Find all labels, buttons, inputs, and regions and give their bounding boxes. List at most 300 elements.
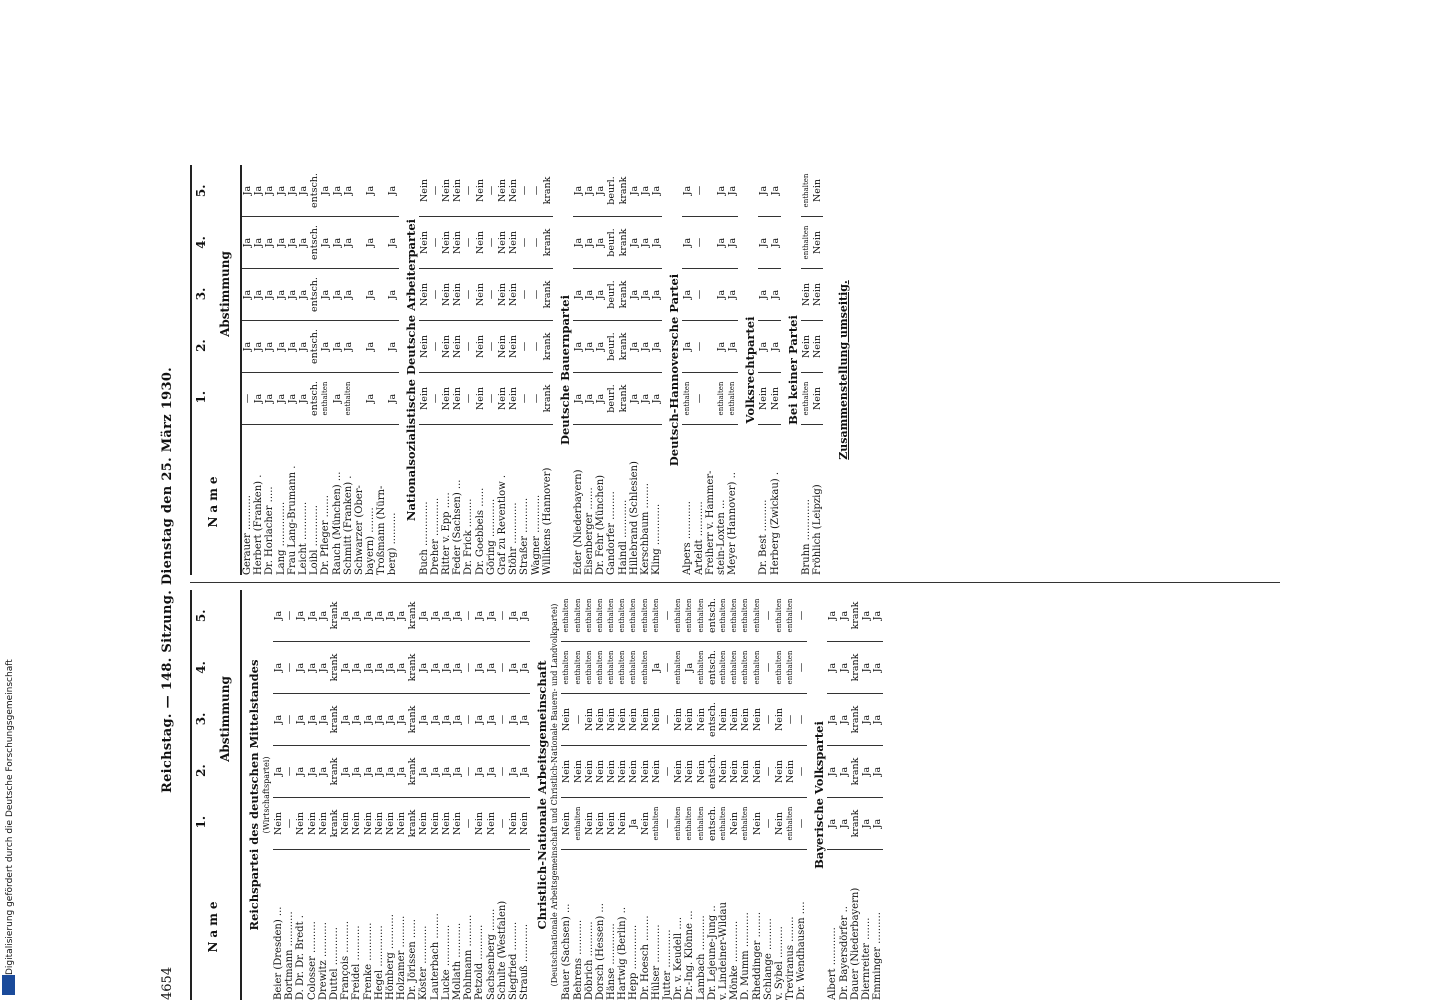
vote-cell: enthalten xyxy=(561,590,572,642)
member-name: Kerschbaum ........ xyxy=(640,483,651,575)
vote-cell: Ja xyxy=(287,217,298,269)
table-row xyxy=(573,590,584,1000)
vote-cell: Nein xyxy=(363,798,374,850)
member-name: Arteldt ........... xyxy=(693,501,705,575)
vote-cell: Ja xyxy=(629,321,640,373)
vote-cell: Nein xyxy=(452,798,463,850)
vote-cell: Nein xyxy=(812,165,823,217)
vote-cell: krank xyxy=(329,694,340,746)
member-name: Schmitt (Franken) . xyxy=(342,475,354,575)
vote-cell: Nein xyxy=(617,798,628,850)
member-name: Bruhn ............. xyxy=(800,499,812,575)
member-name: Dr. Horlacher ..... xyxy=(264,486,276,575)
vote-cell: Ja xyxy=(287,165,298,217)
vote-cell: Ja xyxy=(396,590,407,642)
table-row xyxy=(718,590,729,1000)
member-name: Fröhlich (Leipzig) xyxy=(811,484,823,575)
vote-cell: Ja xyxy=(640,321,651,373)
table-header xyxy=(190,590,242,1000)
vote-cell: — xyxy=(519,373,530,425)
table-row xyxy=(396,590,407,1000)
vote-cell: Nein xyxy=(374,798,385,850)
vote-cell: Nein xyxy=(696,694,707,746)
vote-cell xyxy=(376,217,387,269)
table-row xyxy=(365,165,376,575)
vote-cell: Nein xyxy=(740,746,751,798)
vote-cell: Ja xyxy=(365,217,376,269)
vote-number: 1. xyxy=(194,815,208,829)
vote-cell: krank xyxy=(329,642,340,694)
vote-cell: Nein xyxy=(475,165,486,217)
vote-cell: entsch. xyxy=(309,165,320,217)
table-row xyxy=(872,590,883,1000)
member-name: Petzold ........... xyxy=(474,924,486,1000)
vote-cell: Nein xyxy=(452,269,463,321)
vote-cell: Ja xyxy=(253,165,264,217)
table-row xyxy=(351,590,362,1000)
vote-cell: enthalten xyxy=(684,798,695,850)
member-name: Emminger .......... xyxy=(872,912,884,1000)
vote-cell: enthalten xyxy=(595,590,606,642)
vote-cell: enthalten xyxy=(584,642,595,694)
vote-cell: — xyxy=(430,321,441,373)
table-row xyxy=(418,590,429,1000)
table-row xyxy=(387,165,398,575)
vote-cell: — xyxy=(694,165,705,217)
vote-cell: Ja xyxy=(486,746,497,798)
vote-cell xyxy=(376,269,387,321)
vote-cell: Ja xyxy=(441,590,452,642)
vote-cell: Nein xyxy=(441,269,452,321)
vote-cell: Ja xyxy=(872,694,883,746)
vote-cell: enthalten xyxy=(640,642,651,694)
vote-cell: — xyxy=(486,165,497,217)
vote-cell: Ja xyxy=(452,590,463,642)
vote-cell: Ja xyxy=(253,217,264,269)
member-name: Hänse ............. xyxy=(606,923,618,1000)
member-name: Dr. Pfleger ....... xyxy=(320,495,332,575)
member-name: Wagner ............ xyxy=(530,494,542,575)
vote-cell: Ja xyxy=(861,798,872,850)
member-name: Colosser .......... xyxy=(306,921,318,1000)
table-row xyxy=(363,590,374,1000)
party-heading: Deutsch-Hannoversche Partei xyxy=(667,273,682,467)
vote-cell: Nein xyxy=(508,269,519,321)
vote-cell: — xyxy=(785,694,796,746)
vote-cell: beurl. xyxy=(606,321,617,373)
digitization-credit xyxy=(2,605,16,995)
member-name: Frenke ............ xyxy=(362,922,374,1000)
table-row xyxy=(284,590,295,1000)
vote-cell: enthalten xyxy=(774,642,785,694)
vote-cell: Ja xyxy=(365,269,376,321)
member-name: v. Lindeiner-Wildau xyxy=(717,902,729,1000)
vote-cell: — xyxy=(796,590,807,642)
vote-cell: Nein xyxy=(351,798,362,850)
vote-cell: Ja xyxy=(307,694,318,746)
vote-cell: beurl. xyxy=(606,217,617,269)
table-row xyxy=(486,590,497,1000)
vote-cell: Ja xyxy=(340,746,351,798)
vote-cell: Ja xyxy=(872,746,883,798)
vote-number: 1. xyxy=(194,390,208,404)
vote-cell: Nein xyxy=(812,373,823,425)
vote-cell: Ja xyxy=(827,798,838,850)
vote-cell: Ja xyxy=(264,165,275,217)
vote-cell: Nein xyxy=(561,694,572,746)
table-row xyxy=(662,590,673,1000)
table-row xyxy=(354,165,365,575)
party-heading: Reichspartei des deutschen Mittelstandes xyxy=(247,659,261,931)
vote-cell: Nein xyxy=(584,746,595,798)
vote-cell: Ja xyxy=(629,373,640,425)
vote-cell: Ja xyxy=(307,642,318,694)
table-row xyxy=(606,590,617,1000)
vote-cell: Nein xyxy=(673,694,684,746)
vote-cell: Ja xyxy=(573,373,584,425)
vote-cell: Ja xyxy=(287,269,298,321)
page-number: 4654 xyxy=(160,966,175,1000)
vote-cell: Ja xyxy=(363,694,374,746)
vote-cell: Ja xyxy=(298,165,309,217)
vote-cell: enthalten xyxy=(673,798,684,850)
vote-cell: Nein xyxy=(307,798,318,850)
vote-cell: — xyxy=(497,642,508,694)
table-row xyxy=(707,590,718,1000)
vote-cell: Ja xyxy=(242,165,253,217)
vote-cell: Ja xyxy=(340,642,351,694)
vote-cell: — xyxy=(662,694,673,746)
vote-cell: Ja xyxy=(727,165,738,217)
vote-cell: Ja xyxy=(385,694,396,746)
party-heading: Volksrechtpartei xyxy=(743,316,758,424)
vote-cell: Ja xyxy=(418,746,429,798)
member-name: Schulte (Westfalen) xyxy=(496,900,508,1000)
vote-cell: Ja xyxy=(584,217,595,269)
member-name: Siegfried ......... xyxy=(507,921,519,1000)
vote-cell: Nein xyxy=(812,321,823,373)
member-name: Dr. Best .......... xyxy=(758,499,770,575)
member-name: Dr. v. Keudell .... xyxy=(673,916,685,1000)
member-name: Feder (Sachsen) ... xyxy=(452,479,464,575)
member-name: Dr. Lejeune-Jung .. xyxy=(706,905,718,1000)
vote-cell: Ja xyxy=(640,217,651,269)
table-row xyxy=(618,165,629,575)
vote-cell: entsch. xyxy=(707,746,718,798)
member-name: Jutter ............ xyxy=(662,929,673,1000)
vote-cell: Ja xyxy=(273,590,284,642)
table-row xyxy=(441,165,452,575)
vote-cell: Ja xyxy=(486,590,497,642)
name-column-label: Name xyxy=(206,897,220,953)
vote-cell: Ja xyxy=(861,642,872,694)
vote-cell: Ja xyxy=(770,321,781,373)
vote-cell: — xyxy=(463,165,474,217)
vote-cell: enthalten xyxy=(651,590,662,642)
vote-cell: Nein xyxy=(419,373,430,425)
vote-cell: Nein xyxy=(640,694,651,746)
vote-cell: — xyxy=(430,165,441,217)
vote-cell: Ja xyxy=(253,321,264,373)
vote-cell: enthalten xyxy=(752,590,763,642)
vote-cell: krank xyxy=(542,217,553,269)
vote-cell xyxy=(354,321,365,373)
vote-cell: — xyxy=(463,269,474,321)
member-name: Loibl ............. xyxy=(309,505,321,575)
vote-cell: Ja xyxy=(242,269,253,321)
table-row xyxy=(606,165,617,575)
vote-cell: — xyxy=(662,590,673,642)
vote-cell: Ja xyxy=(584,165,595,217)
table-row xyxy=(584,165,595,575)
member-name: Mollath ........... xyxy=(452,922,463,1000)
vote-cell: Ja xyxy=(595,269,606,321)
vote-cell: Ja xyxy=(340,694,351,746)
vote-cell: Ja xyxy=(295,694,306,746)
party-heading: Bayerische Volkspartei xyxy=(812,721,827,869)
member-name: Beier (Dresden) ... xyxy=(273,906,284,1000)
vote-cell: Nein xyxy=(801,269,812,321)
vote-cell: krank xyxy=(618,217,629,269)
vote-cell: — xyxy=(763,642,774,694)
vote-cell: Ja xyxy=(758,321,769,373)
vote-cell: Nein xyxy=(718,746,729,798)
vote-cell: Ja xyxy=(320,321,331,373)
vote-cell xyxy=(354,269,365,321)
member-name: Duttel ............ xyxy=(328,927,340,1000)
vote-cell: Ja xyxy=(629,269,640,321)
vote-cell: Ja xyxy=(474,746,485,798)
vote-cell: Nein xyxy=(519,798,530,850)
member-name: D. Mumm ........... xyxy=(740,912,752,1000)
right-column xyxy=(190,165,1290,575)
member-name: Straßer ........... xyxy=(519,497,531,575)
vote-cell: enthalten xyxy=(561,642,572,694)
vote-cell: — xyxy=(284,694,295,746)
vote-cell: Nein xyxy=(729,798,740,850)
member-name: Herberg (Zwickau) . xyxy=(769,471,781,575)
vote-cell: beurl. xyxy=(606,373,617,425)
vote-cell: — xyxy=(519,165,530,217)
vote-cell: Ja xyxy=(307,590,318,642)
table-row xyxy=(287,165,298,575)
party-heading: Christlich-Nationale Arbeitsgemeinschaft xyxy=(535,660,550,930)
vote-cell: Ja xyxy=(839,642,850,694)
vote-cell: Ja xyxy=(684,642,695,694)
vote-cell: Nein xyxy=(595,694,606,746)
vote-cell: Nein xyxy=(673,746,684,798)
vote-cell: Ja xyxy=(318,746,329,798)
member-name: Gerauer ........... xyxy=(242,495,253,575)
vote-cell: enthalten xyxy=(752,642,763,694)
member-name: Ritter v. Epp ..... xyxy=(441,492,452,575)
vote-label: Abstimmung xyxy=(218,251,232,337)
vote-cell: enthalten xyxy=(785,590,796,642)
vote-cell: — xyxy=(463,798,474,850)
vote-cell: — xyxy=(662,642,673,694)
vote-cell: entsch. xyxy=(707,590,718,642)
vote-cell: Ja xyxy=(385,746,396,798)
table-row xyxy=(752,590,763,1000)
vote-cell: Ja xyxy=(343,165,354,217)
table-row xyxy=(584,590,595,1000)
vote-cell: Nein xyxy=(441,373,452,425)
vote-cell: Ja xyxy=(758,217,769,269)
vote-cell: krank xyxy=(329,590,340,642)
vote-cell: enthalten xyxy=(684,590,695,642)
vote-cell: Nein xyxy=(295,798,306,850)
vote-cell: Ja xyxy=(264,269,275,321)
vote-cell: — xyxy=(430,269,441,321)
vote-cell: Ja xyxy=(396,746,407,798)
vote-cell: Ja xyxy=(770,217,781,269)
table-row xyxy=(758,165,769,575)
vote-cell: Ja xyxy=(320,217,331,269)
vote-cell: Nein xyxy=(628,746,639,798)
member-name: Hömberg ........... xyxy=(384,914,396,1000)
vote-cell: Ja xyxy=(584,373,595,425)
vote-cell: Ja xyxy=(385,590,396,642)
vote-cell: krank xyxy=(542,165,553,217)
table-row xyxy=(684,590,695,1000)
vote-cell: Nein xyxy=(770,373,781,425)
vote-cell: Ja xyxy=(827,746,838,798)
vote-cell: — xyxy=(463,321,474,373)
vote-cell: Ja xyxy=(418,694,429,746)
table-row xyxy=(430,590,441,1000)
vote-cell: Ja xyxy=(365,321,376,373)
vote-cell: enthalten xyxy=(628,642,639,694)
vote-cell: — xyxy=(497,798,508,850)
table-row xyxy=(519,165,530,575)
vote-cell: — xyxy=(796,798,807,850)
table-row xyxy=(519,590,530,1000)
member-name: Leicht ............ xyxy=(297,501,309,575)
vote-cell: — xyxy=(662,746,673,798)
member-name: Gandorfer ......... xyxy=(606,491,618,575)
vote-cell: Ja xyxy=(276,269,287,321)
vote-cell: — xyxy=(796,694,807,746)
vote-cell: Ja xyxy=(595,217,606,269)
member-name: Diernreiter ....... xyxy=(861,917,872,1000)
vote-cell: Ja xyxy=(298,269,309,321)
vote-cell: — xyxy=(497,746,508,798)
vote-cell: enthalten xyxy=(740,642,751,694)
member-name: Göring ............ xyxy=(485,498,497,575)
table-row xyxy=(329,590,340,1000)
vote-cell: Ja xyxy=(264,217,275,269)
vote-cell: Nein xyxy=(785,746,796,798)
vote-cell: Ja xyxy=(396,642,407,694)
member-name: Hepp .............. xyxy=(628,924,640,1000)
vote-cell: Nein xyxy=(617,746,628,798)
member-name: Eder (Niederbayern) xyxy=(572,469,584,575)
vote-cell: Ja xyxy=(651,642,662,694)
vote-cell: Nein xyxy=(774,798,785,850)
vote-cell: Ja xyxy=(351,590,362,642)
table-row xyxy=(727,165,738,575)
vote-cell: — xyxy=(763,798,774,850)
vote-cell: enthalten xyxy=(617,642,628,694)
vote-cell: krank xyxy=(329,746,340,798)
vote-cell xyxy=(705,217,716,269)
vote-cell: entsch. xyxy=(309,321,320,373)
vote-cell xyxy=(354,217,365,269)
vote-cell: enthalten xyxy=(729,642,740,694)
vote-cell: Nein xyxy=(561,746,572,798)
table-row xyxy=(850,590,861,1000)
vote-cell: Nein xyxy=(497,269,508,321)
member-name: Stöhr ............. xyxy=(508,502,520,575)
vote-cell: Nein xyxy=(441,165,452,217)
table-row xyxy=(508,590,519,1000)
vote-cell: Nein xyxy=(718,694,729,746)
table-row xyxy=(497,590,508,1000)
member-name: Lang .............. xyxy=(275,501,287,575)
member-name: Herbert (Franken) . xyxy=(253,474,265,575)
vote-cell: Ja xyxy=(640,373,651,425)
vote-cell: — xyxy=(284,798,295,850)
vote-cell: Ja xyxy=(573,321,584,373)
member-name: Bortmann ........... xyxy=(284,911,296,1000)
vote-cell: Nein xyxy=(595,746,606,798)
member-name: Schlange .......... xyxy=(762,918,774,1000)
vote-cell: enthalten xyxy=(696,798,707,850)
vote-cell: enthalten xyxy=(718,798,729,850)
vote-cell xyxy=(376,321,387,373)
table-row xyxy=(318,590,329,1000)
vote-cell: Ja xyxy=(727,321,738,373)
vote-cell: Ja xyxy=(320,269,331,321)
vote-cell: Ja xyxy=(298,373,309,425)
footer-note: Zusammenstellung umseitig. xyxy=(837,280,851,460)
vote-cell: Ja xyxy=(387,217,398,269)
vote-cell: — xyxy=(796,642,807,694)
vote-cell: Ja xyxy=(640,165,651,217)
vote-cell: — xyxy=(242,373,253,425)
vote-cell: — xyxy=(430,217,441,269)
table-row xyxy=(452,165,463,575)
vote-cell: Ja xyxy=(298,321,309,373)
vote-cell: Ja xyxy=(584,321,595,373)
vote-cell: — xyxy=(486,373,497,425)
member-name: Dauer (Niederbayern) xyxy=(849,887,861,1000)
vote-cell: enthalten xyxy=(640,590,651,642)
vote-cell: Ja xyxy=(365,373,376,425)
table-row xyxy=(628,590,639,1000)
vote-cell: Nein xyxy=(385,798,396,850)
table-header xyxy=(190,165,242,575)
member-name: Schwarzer (Ober- xyxy=(353,485,365,575)
vote-cell: Ja xyxy=(839,746,850,798)
vote-cell: beurl. xyxy=(606,269,617,321)
vote-cell: enthalten xyxy=(718,642,729,694)
member-name: Holzamer .......... xyxy=(396,915,408,1000)
table-row xyxy=(376,165,387,575)
vote-cell: Ja xyxy=(861,746,872,798)
vote-cell: — xyxy=(463,642,474,694)
vote-cell: Ja xyxy=(629,165,640,217)
vote-cell: krank xyxy=(542,373,553,425)
vote-cell: enthalten xyxy=(801,165,812,217)
vote-cell: Ja xyxy=(374,694,385,746)
party-subtitle: (Wirtschaftspartei) xyxy=(262,756,271,834)
vote-cell: Nein xyxy=(752,798,763,850)
vote-cell: Ja xyxy=(474,642,485,694)
vote-cell: krank xyxy=(850,694,861,746)
vote-cell: Nein xyxy=(595,798,606,850)
vote-cell: Ja xyxy=(343,269,354,321)
